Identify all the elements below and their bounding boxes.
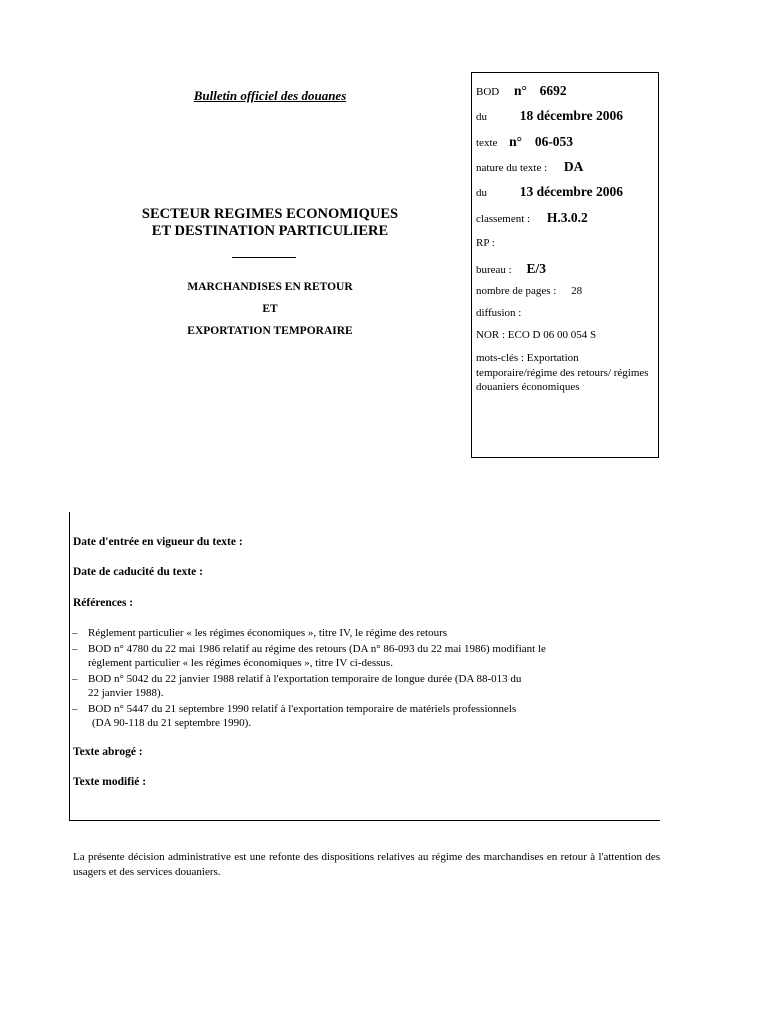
list-dash: – [72, 642, 78, 655]
reference-item [72, 672, 660, 701]
pages-label: nombre de pages : [476, 285, 557, 297]
pages-value: 28 [571, 285, 583, 297]
nor-row [476, 329, 596, 341]
bod-row [476, 83, 567, 99]
nature-label: nature du texte : [476, 162, 548, 174]
rp-label: RP : [476, 237, 495, 249]
bureau-value: E/3 [526, 261, 546, 276]
nor-label: NOR : ECO D 06 00 054 S [476, 329, 597, 341]
subject-line-2: ET [262, 303, 278, 315]
section-bottom-border [69, 820, 660, 821]
subject-line-1: MARCHANDISES EN RETOUR [187, 281, 353, 293]
nature-date-row [476, 184, 623, 200]
list-dash: – [72, 702, 78, 715]
texte-no-label: n° [509, 134, 523, 149]
reference-text-line1: Réglement particulier « les régimes économiques », titre IV, le régime des retours [88, 627, 448, 639]
nature-value: DA [563, 159, 584, 174]
section-left-border [69, 512, 70, 820]
bod-label: BOD [476, 86, 500, 98]
sector-title [110, 206, 430, 240]
sector-title-line1: SECTEUR REGIMES ECONOMIQUES [141, 206, 399, 222]
date-entree-label: Date d'entrée en vigueur du texte : [73, 536, 243, 548]
rp-row [476, 237, 495, 249]
references-list [72, 626, 660, 732]
list-dash: – [72, 627, 78, 639]
bod-date-label: du [476, 111, 487, 123]
reference-text-line2: 22 janvier 1988). [88, 687, 164, 699]
reference-text-line1: BOD n° 4780 du 22 mai 1986 relatif au régime des retours (DA n° 86-093 du 22 mai 1986) modifiant le [88, 642, 546, 655]
texte-modifie-label: Texte modifié : [73, 776, 147, 788]
bulletin-title: Bulletin officiel des douanes [193, 88, 347, 103]
classement-value: H.3.0.2 [546, 210, 588, 225]
document-info-box [471, 72, 659, 458]
bod-date-value: 18 décembre 2006 [519, 108, 623, 123]
reference-item [72, 642, 660, 671]
reference-item [72, 626, 660, 641]
bod-date-row [476, 108, 623, 124]
bod-number: 6692 [539, 83, 567, 98]
intro-paragraph: La présente décision administrative est une refonte des dispositions relatives au régime des marchandises en retour à l'attention des usagers et des services douaniers. [73, 851, 660, 878]
reference-text-line2: (DA 90-118 du 21 septembre 1990). [92, 717, 252, 729]
bod-no-label: n° [513, 83, 527, 98]
bureau-label: bureau : [476, 264, 512, 276]
nature-date-value: 13 décembre 2006 [519, 184, 623, 199]
sector-title-line2: ET DESTINATION PARTICULIERE [151, 223, 389, 239]
pages-row [476, 285, 582, 297]
reference-text-line2: règlement particulier « les régimes économiques », titre IV ci-dessus. [88, 657, 393, 669]
diffusion-label: diffusion : [476, 307, 522, 319]
references-label: Références : [73, 597, 134, 609]
bureau-row [476, 261, 546, 277]
nature-row [476, 159, 583, 175]
classement-row [476, 210, 588, 226]
subject-line-3: EXPORTATION TEMPORAIRE [187, 325, 353, 337]
nature-date-label: du [476, 187, 487, 199]
classement-label: classement : [476, 213, 531, 225]
keywords-value: Exportation temporaire/régime des retours/ régimes douaniers économiques [476, 352, 649, 393]
texte-row [476, 134, 573, 150]
date-caducite-label: Date de caducité du texte : [73, 566, 203, 578]
keywords-label: mots-clés : [476, 352, 524, 364]
sector-divider [232, 257, 296, 258]
reference-text-line1: BOD n° 5447 du 21 septembre 1990 relatif à l'exportation temporaire de matériels professionnels [88, 702, 517, 715]
keywords-row [476, 351, 654, 395]
list-dash: – [72, 672, 78, 685]
diffusion-row [476, 307, 521, 319]
texte-label: texte [476, 137, 498, 149]
texte-abroge-label: Texte abrogé : [73, 746, 143, 758]
texte-number: 06-053 [534, 134, 574, 149]
reference-item [72, 702, 660, 731]
reference-text-line1: BOD n° 5042 du 22 janvier 1988 relatif à l'exportation temporaire de longue durée (DA 88-013 du [88, 672, 522, 685]
